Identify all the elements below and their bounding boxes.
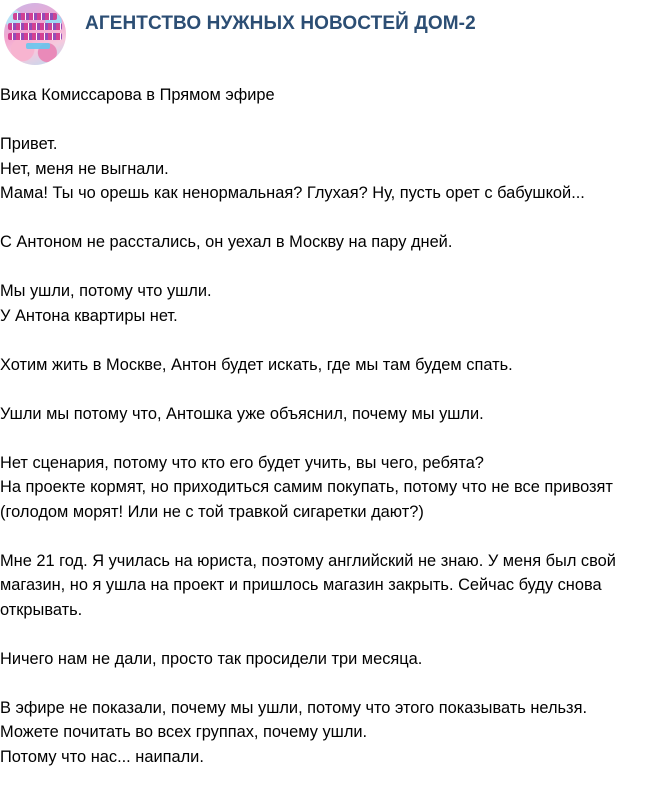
avatar-decor <box>26 43 50 49</box>
post-line: В эфире не показали, почему мы ушли, потому что этого показывать нельзя. <box>0 698 588 717</box>
post-paragraph <box>0 353 670 378</box>
post-line: Потому что нас... наипали. <box>0 747 204 766</box>
post-paragraph <box>0 696 670 770</box>
post-paragraph <box>0 647 670 672</box>
post-paragraph <box>0 402 670 427</box>
post-line: У Антона квартиры нет. <box>0 306 178 325</box>
post-line: Хотим жить в Москве, Антон будет искать, где мы там будем спать. <box>0 355 513 374</box>
avatar-decor <box>13 13 57 20</box>
post-line: Нет, меня не выгнали. <box>0 159 169 178</box>
avatar-decor <box>8 33 62 40</box>
post-line: Мама! Ты чо орешь как ненормальная? Глухая? Ну, пусть орет с бабушкой... <box>0 184 585 202</box>
channel-header <box>0 0 670 70</box>
post-paragraph <box>0 279 670 328</box>
post-line: открывать. <box>0 600 83 619</box>
channel-title[interactable]: АГЕНТСТВО НУЖНЫХ НОВОСТЕЙ ДОМ-2 <box>85 13 476 34</box>
post-paragraph <box>0 132 670 206</box>
post-paragraph <box>0 451 670 525</box>
post-headline: Вика Комиссарова в Прямом эфире <box>0 86 275 104</box>
post-paragraph <box>0 230 670 255</box>
channel-avatar[interactable] <box>4 3 66 65</box>
post-line: магазин, но я ушла на проект и пришлось магазин закрыть. Сейчас буду снова <box>0 576 602 594</box>
post-line: Можете почитать во всех группах, почему ушли. <box>0 723 368 741</box>
post-line: Привет. <box>0 135 58 153</box>
post-line: Мы ушли, потому что ушли. <box>0 282 212 300</box>
post-line: (голодом морят! Или не с той травкой сигаретки дают?) <box>0 502 424 521</box>
post-line: Мне 21 год. Я училась на юриста, поэтому английский не знаю. У меня был свой <box>0 551 616 570</box>
post-paragraph <box>0 549 670 623</box>
post-line: Ушли мы потому что, Антошка уже объяснил, почему мы ушли. <box>0 404 484 423</box>
post-line: На проекте кормят, но приходиться самим покупать, потому что не все привозят <box>0 478 613 496</box>
post-line: С Антоном не расстались, он уехал в Москву на пару дней. <box>0 233 453 251</box>
post-line: Ничего нам не дали, просто так просидели три месяца. <box>0 649 423 668</box>
post-body <box>0 83 670 794</box>
post-line: Нет сценария, потому что кто его будет учить, вы чего, ребята? <box>0 453 484 472</box>
post-paragraph <box>0 83 670 108</box>
avatar-decor <box>8 23 62 30</box>
